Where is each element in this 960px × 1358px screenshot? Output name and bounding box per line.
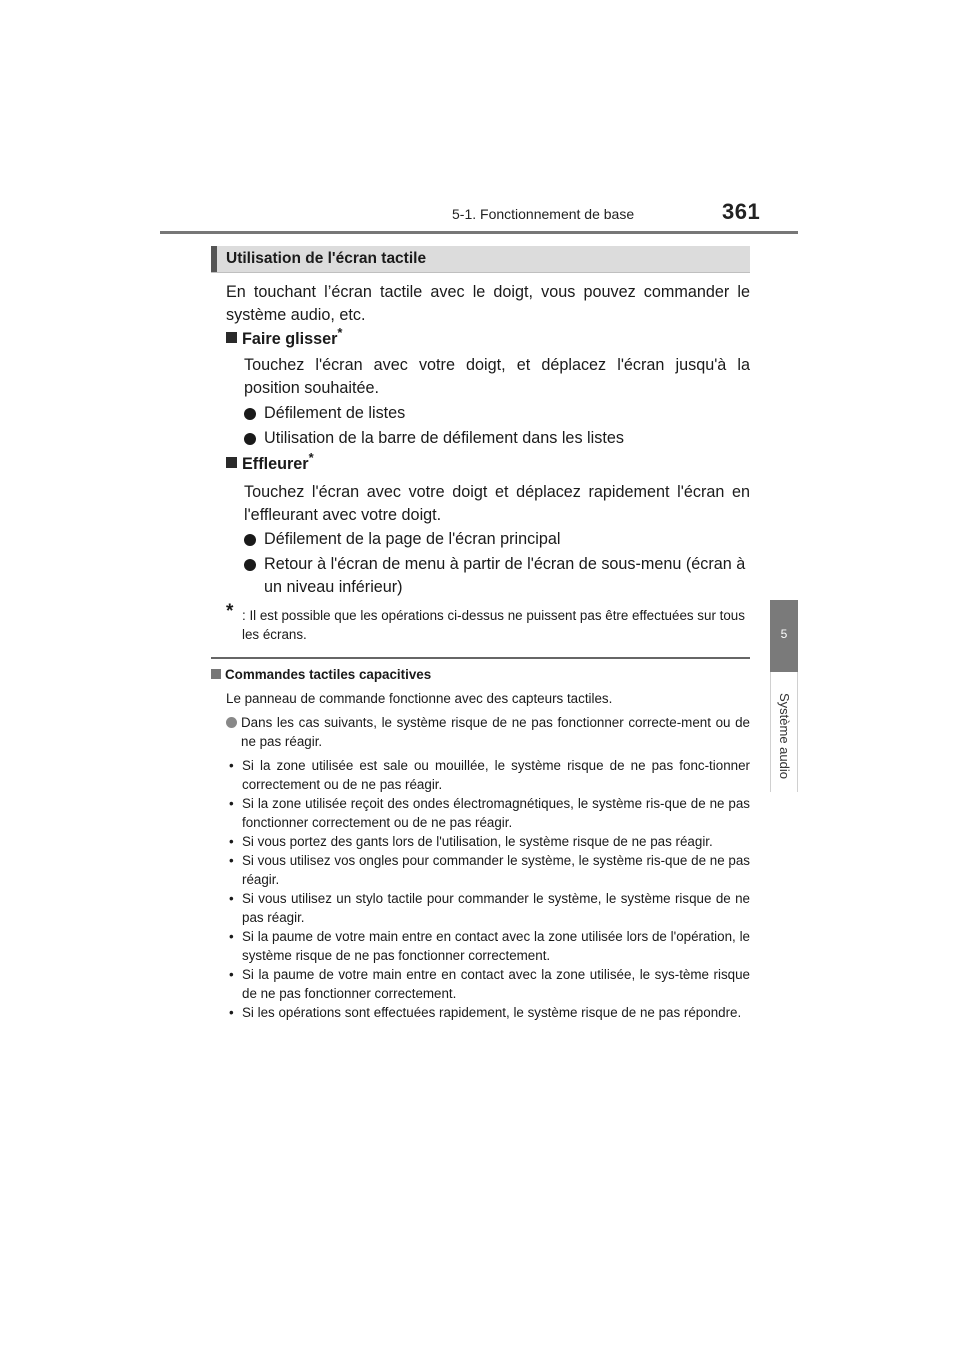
footnote-text: : Il est possible que les opérations ci-dessus ne puissent pas être effectuées sur tous les écrans.	[242, 608, 745, 642]
capacitive-bullet	[226, 713, 750, 751]
list-item-text: Si la zone utilisée reçoit des ondes électromagnétiques, le système ris-que de ne pas fonctionner correctement ou de ne pas réagir.	[242, 796, 750, 830]
circle-bullet-icon	[226, 717, 237, 728]
effleurer-text: Touchez l'écran avec votre doigt et déplacez rapidement l'écran en l'effleurant avec votre doigt.	[244, 483, 750, 524]
section-title-marker	[211, 246, 217, 272]
heading-capacitive-label: Commandes tactiles capacitives	[225, 667, 432, 682]
list-item-text: Si vous utilisez vos ongles pour commander le système, le système ris-que de ne pas réagir.	[242, 853, 750, 887]
section-title: Utilisation de l'écran tactile	[226, 250, 427, 267]
heading-faire-glisser-label: Faire glisser	[242, 330, 338, 348]
heading-capacitive	[211, 667, 431, 682]
dot-marker: •	[229, 929, 234, 944]
list-item	[226, 756, 750, 794]
square-bullet-icon	[226, 457, 237, 468]
list-item-text: Défilement de listes	[264, 404, 406, 422]
list-item-text: Si la paume de votre main entre en contact avec la zone utilisée, le sys-tème risque de ne pas fonctionner correctement.	[242, 967, 750, 1001]
square-bullet-icon	[226, 332, 237, 343]
capacitive-bullet-text: Dans les cas suivants, le système risque de ne pas fonctionner correcte-ment ou de ne pas réagir.	[241, 715, 750, 749]
dot-marker: •	[229, 1005, 234, 1020]
heading-effleurer	[226, 450, 314, 474]
list-item-text: Retour à l'écran de menu à partir de l'écran de sous-menu (écran à un niveau inférieur)	[264, 555, 746, 596]
heading-effleurer-label: Effleurer	[242, 455, 309, 473]
intro-paragraph: En touchant l’écran tactile avec le doigt, vous pouvez commander le système audio, etc.	[226, 283, 750, 324]
list-item	[226, 794, 750, 832]
dot-marker: •	[229, 834, 234, 849]
dot-marker: •	[229, 796, 234, 811]
list-item-text: Utilisation de la barre de défilement dans les listes	[264, 429, 624, 447]
list-item	[226, 965, 750, 1003]
list-item	[244, 553, 750, 599]
page-number: 361	[722, 199, 761, 224]
list-item	[226, 851, 750, 889]
list-item-text: Si les opérations sont effectuées rapidement, le système risque de ne pas répondre.	[242, 1005, 742, 1020]
footnote-star: *	[337, 325, 343, 340]
square-bullet-icon	[211, 669, 221, 679]
list-item	[226, 1003, 750, 1022]
list-item-text: Si la zone utilisée est sale ou mouillée, le système risque de ne pas fonc-tionner correctement ou de ne pas réagir.	[242, 758, 750, 792]
footnote-marker: *	[226, 601, 234, 622]
condition-list	[226, 756, 750, 1022]
dot-marker: •	[229, 758, 234, 773]
heading-faire-glisser	[226, 325, 343, 349]
list-item-text: Si la paume de votre main entre en contact avec la zone utilisée lors de l'opération, le système risque de ne pas fonctionner correctement.	[242, 929, 750, 963]
capacitive-intro: Le panneau de commande fonctionne avec des capteurs tactiles.	[226, 691, 613, 706]
list-item-text: Défilement de la page de l'écran principal	[264, 530, 561, 548]
list-item	[226, 832, 750, 851]
list-item-text: Si vous utilisez un stylo tactile pour commander le système, le système risque de ne pas réagir.	[242, 891, 750, 925]
list-item	[244, 402, 405, 425]
chapter-tab-label: Système audio	[777, 693, 792, 779]
dot-marker: •	[229, 891, 234, 906]
list-item	[226, 927, 750, 965]
list-item-text: Si vous portez des gants lors de l'utilisation, le système risque de ne pas réagir.	[242, 834, 713, 849]
list-item	[244, 427, 624, 450]
list-item	[244, 528, 560, 551]
circle-bullet-icon	[244, 559, 256, 571]
circle-bullet-icon	[244, 408, 256, 420]
circle-bullet-icon	[244, 534, 256, 546]
faire-glisser-text: Touchez l'écran avec votre doigt, et déplacez l'écran jusqu'à la position souhaitée.	[244, 356, 750, 397]
list-item	[226, 889, 750, 927]
section-divider	[211, 657, 750, 659]
dot-marker: •	[229, 967, 234, 982]
chapter-tab-number: 5	[780, 627, 788, 641]
dot-marker: •	[229, 853, 234, 868]
circle-bullet-icon	[244, 433, 256, 445]
footnote-star: *	[308, 450, 314, 465]
running-header-section: 5-1. Fonctionnement de base	[452, 206, 635, 222]
header-rule	[160, 231, 798, 234]
